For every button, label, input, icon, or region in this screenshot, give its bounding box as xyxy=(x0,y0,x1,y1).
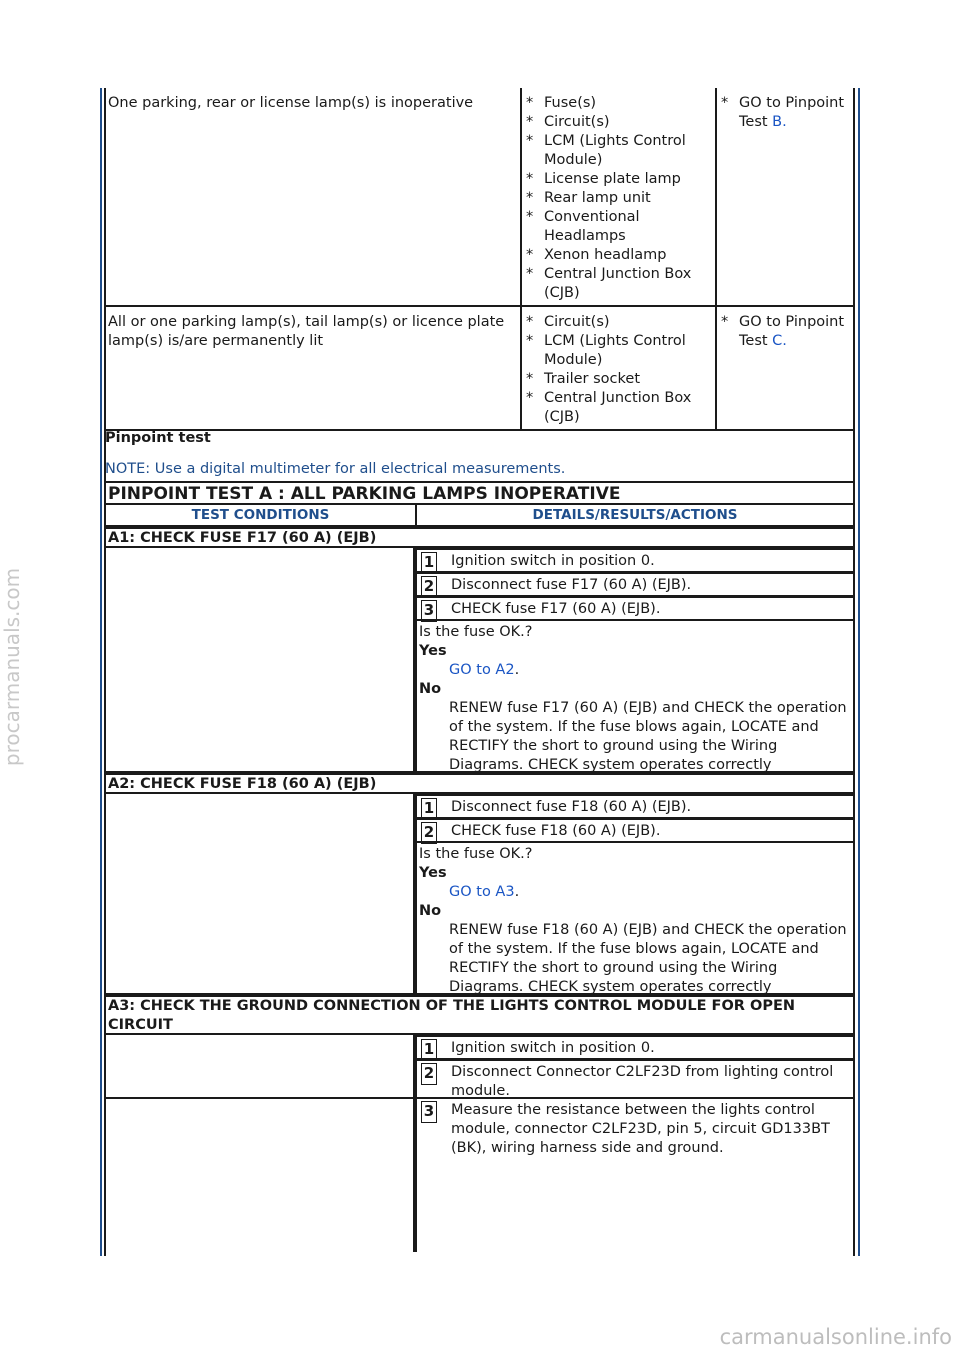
cause-item: * License plate lamp xyxy=(526,170,711,189)
yes-action xyxy=(419,883,853,902)
action-item xyxy=(721,313,849,351)
col-details: DETAILS/RESULTS/ACTIONS xyxy=(532,507,738,523)
test-conditions-cell xyxy=(104,1097,415,1252)
test-conditions-cell xyxy=(104,548,415,773)
step-text: Ignition switch in position 0. xyxy=(451,1040,655,1056)
result-cell xyxy=(415,843,855,995)
step-a3-heading-line2: CIRCUIT xyxy=(108,1017,173,1033)
cause-item: * Central Junction Box (CJB) xyxy=(526,265,711,303)
col-test-conditions: TEST CONDITIONS xyxy=(191,507,330,523)
go-to-a2-link[interactable]: GO to A2 xyxy=(449,662,515,678)
step-text: Disconnect fuse F17 (60 A) (EJB). xyxy=(451,577,692,593)
cause-item: * LCM (Lights Control Module) xyxy=(526,332,711,370)
bottom-watermark: carmanualsonline.info xyxy=(719,1325,952,1349)
yes-label: Yes xyxy=(419,865,447,881)
action-suffix: . xyxy=(782,333,787,349)
go-to-a3-link[interactable]: GO to A3 xyxy=(449,884,515,900)
step-a2-heading: A2: CHECK FUSE F18 (60 A) (EJB) xyxy=(104,773,855,794)
symptom-row xyxy=(104,306,854,430)
action-text: GO to Pinpoint Test xyxy=(739,314,845,349)
side-watermark xyxy=(0,555,48,785)
page-border-right xyxy=(858,88,860,1256)
pinpoint-test-title: PINPOINT TEST A : ALL PARKING LAMPS INOPERATIVE xyxy=(104,481,855,505)
step-number: 2 xyxy=(421,822,437,844)
side-watermark-text: procarmanuals.com xyxy=(0,567,25,767)
step-number: 2 xyxy=(421,1063,437,1085)
cause-item: * Central Junction Box (CJB) xyxy=(526,389,711,427)
symptom-chart xyxy=(104,88,855,431)
action-text: GO to Pinpoint Test xyxy=(739,95,845,130)
step-text: Ignition switch in position 0. xyxy=(451,553,655,569)
question-text: Is the fuse OK.? xyxy=(419,846,533,862)
step-number: 1 xyxy=(421,552,437,574)
step-a3-heading xyxy=(104,995,855,1035)
no-action: RENEW fuse F17 (60 A) (EJB) and CHECK the operation of the system. If the fuse blows again, LOCATE and RECTIFY the short to ground using the Wiring Diagrams. CHECK system operates correctly xyxy=(449,700,847,773)
yes-action xyxy=(419,661,853,680)
pinpoint-heading: Pinpoint test xyxy=(105,430,211,446)
step-text: CHECK fuse F17 (60 A) (EJB). xyxy=(451,601,661,617)
causes-cell xyxy=(521,88,716,306)
causes-cell xyxy=(521,306,716,430)
yes-suffix: . xyxy=(514,662,520,678)
column-header-row xyxy=(104,505,855,527)
step-row xyxy=(415,794,855,819)
step-text: Disconnect Connector C2LF23D from lighting control module. xyxy=(451,1064,834,1099)
action-cell xyxy=(716,88,854,306)
cause-item: * Conventional Headlamps xyxy=(526,208,711,246)
cause-item: * Circuit(s) xyxy=(526,313,711,332)
symptom-cell: All or one parking lamp(s), tail lamp(s) or licence plate lamp(s) is/are permanently lit xyxy=(104,306,521,430)
yes-label: Yes xyxy=(419,643,447,659)
step-text: Measure the resistance between the lights control module, connector C2LF23D, pin 5, circuit GD133BT (BK), wiring harness side and ground. xyxy=(451,1102,830,1156)
step-row xyxy=(415,818,855,843)
yes-suffix: . xyxy=(514,884,520,900)
step-row xyxy=(415,572,855,597)
no-action: RENEW fuse F18 (60 A) (EJB) and CHECK the operation of the system. If the fuse blows again, LOCATE and RECTIFY the short to ground using the Wiring Diagrams. CHECK system operates correctly xyxy=(449,922,847,995)
cause-item: * Trailer socket xyxy=(526,370,711,389)
cause-item: * LCM (Lights Control Module) xyxy=(526,132,711,170)
test-conditions-cell xyxy=(104,794,415,995)
step-text: CHECK fuse F18 (60 A) (EJB). xyxy=(451,823,661,839)
step-a3-heading-line1: A3: CHECK THE GROUND CONNECTION OF THE LIGHTS CONTROL MODULE FOR OPEN xyxy=(108,998,795,1014)
pinpoint-test-c-link[interactable]: C xyxy=(772,333,783,349)
page-border-left xyxy=(100,88,102,1256)
step-number: 3 xyxy=(421,600,437,622)
no-label: No xyxy=(419,681,442,697)
step-row xyxy=(415,548,855,573)
step-row xyxy=(415,1097,855,1252)
symptom-cell: One parking, rear or license lamp(s) is inoperative xyxy=(104,88,521,306)
step-number: 3 xyxy=(421,1101,437,1123)
no-label: No xyxy=(419,903,442,919)
step-number: 1 xyxy=(421,1039,437,1061)
step-row xyxy=(415,596,855,621)
step-a1-heading: A1: CHECK FUSE F17 (60 A) (EJB) xyxy=(104,527,855,548)
step-row xyxy=(415,1059,855,1099)
step-number: 2 xyxy=(421,576,437,598)
pinpoint-test-b-link[interactable]: B xyxy=(772,114,783,130)
result-cell xyxy=(415,621,855,773)
symptom-row xyxy=(104,88,854,306)
action-suffix: . xyxy=(782,114,787,130)
note-text: NOTE: Use a digital multimeter for all electrical measurements. xyxy=(105,461,566,477)
question-text: Is the fuse OK.? xyxy=(419,624,533,640)
action-item xyxy=(721,94,849,132)
cause-item: * Circuit(s) xyxy=(526,113,711,132)
action-cell xyxy=(716,306,854,430)
cause-item: * Rear lamp unit xyxy=(526,189,711,208)
step-number: 1 xyxy=(421,798,437,820)
test-conditions-cell xyxy=(104,1035,415,1099)
cause-item: * Xenon headlamp xyxy=(526,246,711,265)
step-text: Disconnect fuse F18 (60 A) (EJB). xyxy=(451,799,692,815)
step-row xyxy=(415,1035,855,1060)
cause-item: * Fuse(s) xyxy=(526,94,711,113)
